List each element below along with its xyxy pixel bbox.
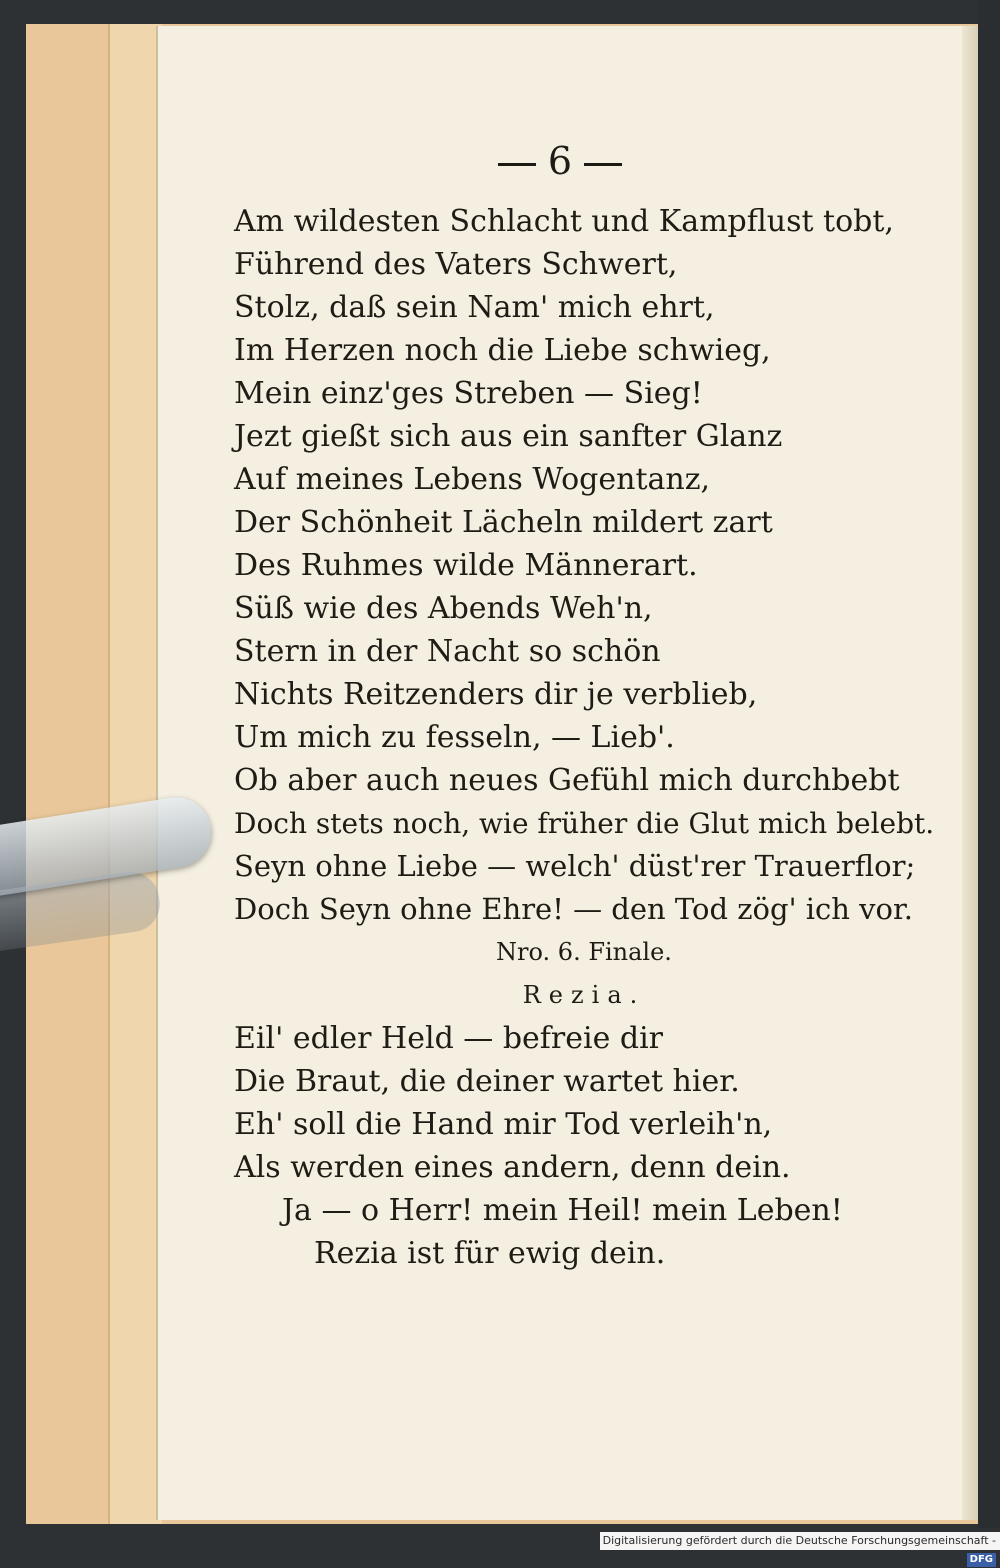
verse-line: Des Ruhmes wilde Männerart. <box>234 548 698 583</box>
digitization-footer <box>600 1532 1000 1565</box>
footer-text: Digitalisierung gefördert durch die Deutsche Forschungsgemeinschaft - <box>602 1534 996 1547</box>
verse-line: Doch stets noch, wie früher die Glut mich belebt. <box>234 807 935 840</box>
finale-line: Die Braut, die deiner wartet hier. <box>234 1064 740 1099</box>
page-header <box>470 136 650 186</box>
verse-line: Doch Seyn ohne Ehre! — den Tod zög' ich vor. <box>234 892 913 926</box>
verse-line: Seyn ohne Liebe — welch' düst'rer Trauerflor; <box>234 849 916 883</box>
page-gutter-shadow <box>962 26 978 1520</box>
section-heading: Nro. 6. Finale. <box>496 938 672 966</box>
verse-line: Am wildesten Schlacht und Kampflust tobt, <box>234 204 894 239</box>
verse-line: Jezt gießt sich aus ein sanfter Glanz <box>234 419 783 454</box>
scan-background-edge <box>978 0 1000 1528</box>
verse-line: Stern in der Nacht so schön <box>234 634 661 669</box>
finale-line: Eh' soll die Hand mir Tod verleih'n, <box>234 1107 773 1142</box>
page-text <box>234 200 934 1275</box>
verse-line: Stolz, daß sein Nam' mich ehrt, <box>234 290 715 325</box>
page-leaf-edge <box>108 24 162 1524</box>
page-number: 6 <box>547 139 573 183</box>
verse-line: Mein einz'ges Streben — Sieg! <box>234 376 703 411</box>
verse-line: Süß wie des Abends Weh'n, <box>234 591 653 626</box>
header-dash-right <box>584 163 622 166</box>
verse-line: Um mich zu fesseln, — Lieb'. <box>234 720 675 755</box>
speaker-name: Rezia. <box>522 981 646 1009</box>
finale-indented-line: Ja — o Herr! mein Heil! mein Leben! <box>282 1193 843 1228</box>
verse-line: Der Schönheit Lächeln mildert zart <box>234 505 773 540</box>
header-dash-left <box>498 163 536 166</box>
verse-line: Auf meines Lebens Wogentanz, <box>234 462 711 497</box>
verse-line: Führend des Vaters Schwert, <box>234 247 678 282</box>
finale-indented-line: Rezia ist für ewig dein. <box>314 1236 666 1271</box>
finale-line: Als werden eines andern, denn dein. <box>234 1150 791 1185</box>
dfg-logo-icon: DFG <box>967 1553 996 1567</box>
verse-line: Im Herzen noch die Liebe schwieg, <box>234 333 771 368</box>
verse-line: Nichts Reitzenders dir je verblieb, <box>234 677 758 712</box>
finale-line: Eil' edler Held — befreie dir <box>234 1021 664 1056</box>
verse-line: Ob aber auch neues Gefühl mich durchbebt <box>234 763 900 798</box>
